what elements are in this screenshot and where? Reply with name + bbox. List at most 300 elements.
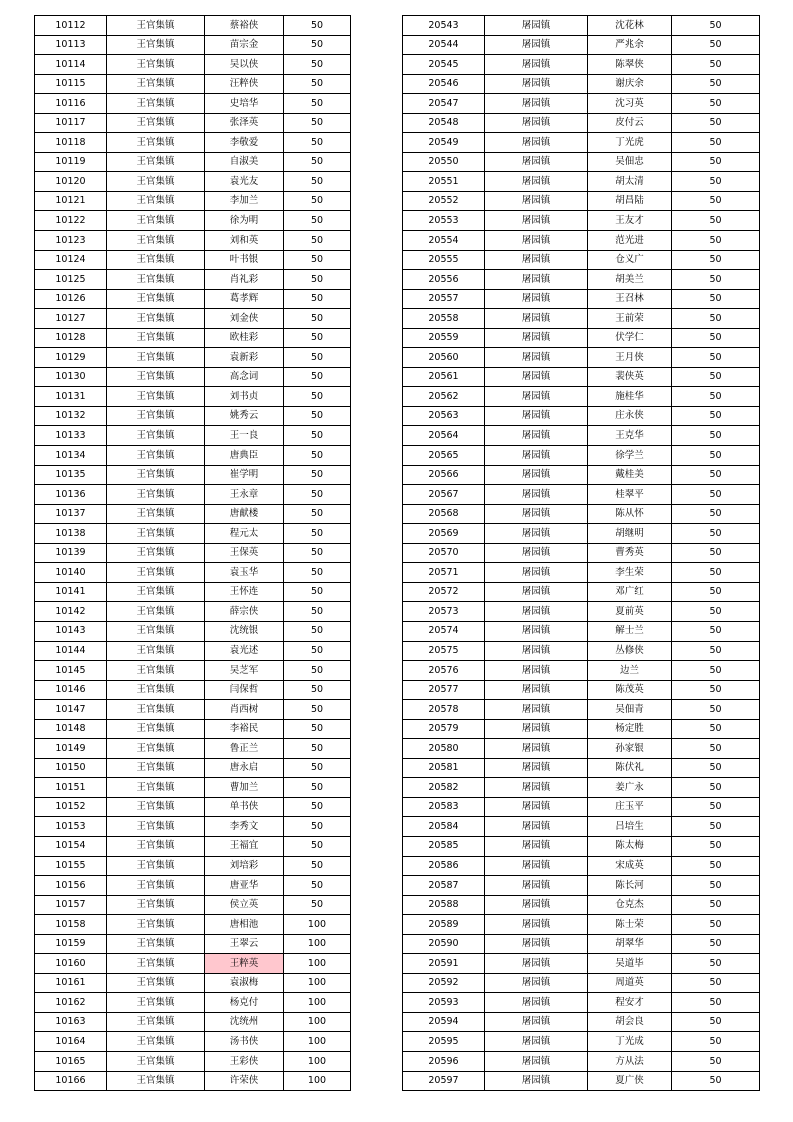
name-cell: 王召林	[588, 289, 672, 309]
name-cell: 吴道毕	[588, 954, 672, 974]
name-cell: 张泽英	[205, 113, 284, 133]
amount-cell: 50	[672, 35, 760, 55]
table-row	[35, 993, 351, 1013]
name-cell: 欧桂彩	[205, 328, 284, 348]
id-cell: 20595	[403, 1032, 485, 1052]
table-row	[403, 328, 760, 348]
town-cell: 屠园镇	[485, 328, 588, 348]
name-cell: 程安才	[588, 993, 672, 1013]
name-cell: 袁光述	[205, 641, 284, 661]
amount-cell: 100	[284, 1032, 351, 1052]
amount-cell: 50	[672, 309, 760, 329]
name-cell: 王怀连	[205, 582, 284, 602]
town-cell: 屠园镇	[485, 289, 588, 309]
name-cell: 方从法	[588, 1051, 672, 1071]
table-row	[403, 348, 760, 368]
id-cell: 10147	[35, 700, 107, 720]
table-row	[35, 719, 351, 739]
id-cell: 10145	[35, 661, 107, 681]
amount-cell: 50	[672, 55, 760, 75]
town-cell: 王官集镇	[107, 485, 205, 505]
table-row	[35, 270, 351, 290]
name-cell: 王月侠	[588, 348, 672, 368]
town-cell: 屠园镇	[485, 113, 588, 133]
amount-cell: 50	[672, 993, 760, 1013]
amount-cell: 50	[672, 387, 760, 407]
name-cell: 徐学兰	[588, 446, 672, 466]
town-cell: 王官集镇	[107, 74, 205, 94]
town-cell: 王官集镇	[107, 16, 205, 36]
town-cell: 屠园镇	[485, 74, 588, 94]
id-cell: 10140	[35, 563, 107, 583]
town-cell: 屠园镇	[485, 934, 588, 954]
town-cell: 王官集镇	[107, 934, 205, 954]
id-cell: 10135	[35, 465, 107, 485]
id-cell: 10153	[35, 817, 107, 837]
town-cell: 王官集镇	[107, 582, 205, 602]
name-cell: 吴佃忠	[588, 152, 672, 172]
table-row	[403, 465, 760, 485]
amount-cell: 50	[672, 524, 760, 544]
name-cell: 吴佃青	[588, 700, 672, 720]
table-row	[35, 700, 351, 720]
amount-cell: 50	[284, 250, 351, 270]
name-cell: 王永章	[205, 485, 284, 505]
id-cell: 10165	[35, 1051, 107, 1071]
town-cell: 王官集镇	[107, 113, 205, 133]
town-cell: 屠园镇	[485, 856, 588, 876]
town-cell: 屠园镇	[485, 543, 588, 563]
table-row	[35, 465, 351, 485]
table-row	[35, 602, 351, 622]
town-cell: 屠园镇	[485, 915, 588, 935]
id-cell: 10154	[35, 836, 107, 856]
name-cell: 胡继明	[588, 524, 672, 544]
table-row	[35, 563, 351, 583]
amount-cell: 50	[284, 94, 351, 114]
town-cell: 屠园镇	[485, 191, 588, 211]
table-row	[403, 700, 760, 720]
name-cell: 陈长河	[588, 876, 672, 896]
town-cell: 屠园镇	[485, 778, 588, 798]
id-cell: 10119	[35, 152, 107, 172]
id-cell: 20580	[403, 739, 485, 759]
table-row	[35, 152, 351, 172]
name-cell: 陈伏礼	[588, 758, 672, 778]
id-cell: 20544	[403, 35, 485, 55]
id-cell: 10124	[35, 250, 107, 270]
amount-cell: 50	[284, 876, 351, 896]
town-cell: 王官集镇	[107, 661, 205, 681]
id-cell: 20585	[403, 836, 485, 856]
name-cell: 汪粹侠	[205, 74, 284, 94]
id-cell: 20561	[403, 367, 485, 387]
town-cell: 王官集镇	[107, 739, 205, 759]
town-cell: 王官集镇	[107, 602, 205, 622]
id-cell: 20591	[403, 954, 485, 974]
name-cell: 吴以侠	[205, 55, 284, 75]
id-cell: 20572	[403, 582, 485, 602]
id-cell: 10158	[35, 915, 107, 935]
table-row	[403, 602, 760, 622]
id-cell: 10155	[35, 856, 107, 876]
table-row	[35, 348, 351, 368]
amount-cell: 50	[672, 504, 760, 524]
town-cell: 王官集镇	[107, 524, 205, 544]
table-row	[35, 328, 351, 348]
name-cell: 沈统银	[205, 621, 284, 641]
name-cell: 徐为明	[205, 211, 284, 231]
name-cell: 肖西树	[205, 700, 284, 720]
id-cell: 20579	[403, 719, 485, 739]
id-cell: 20571	[403, 563, 485, 583]
id-cell: 20594	[403, 1012, 485, 1032]
name-cell: 丁光虎	[588, 133, 672, 153]
town-cell: 屠园镇	[485, 211, 588, 231]
amount-cell: 50	[284, 700, 351, 720]
town-cell: 王官集镇	[107, 993, 205, 1013]
amount-cell: 50	[672, 465, 760, 485]
table-row	[403, 1071, 760, 1091]
town-cell: 王官集镇	[107, 191, 205, 211]
table-row	[35, 876, 351, 896]
name-cell: 葛孝辉	[205, 289, 284, 309]
id-cell: 10134	[35, 446, 107, 466]
amount-cell: 50	[284, 348, 351, 368]
town-cell: 王官集镇	[107, 1051, 205, 1071]
amount-cell: 50	[672, 113, 760, 133]
id-cell: 20597	[403, 1071, 485, 1091]
town-cell: 王官集镇	[107, 250, 205, 270]
amount-cell: 50	[284, 367, 351, 387]
town-cell: 王官集镇	[107, 700, 205, 720]
amount-cell: 50	[672, 797, 760, 817]
amount-cell: 50	[672, 1012, 760, 1032]
table-row	[403, 758, 760, 778]
town-cell: 王官集镇	[107, 172, 205, 192]
id-cell: 10123	[35, 231, 107, 251]
id-cell: 20587	[403, 876, 485, 896]
town-cell: 王官集镇	[107, 563, 205, 583]
table-row	[403, 406, 760, 426]
id-cell: 10136	[35, 485, 107, 505]
table-row	[403, 16, 760, 36]
name-cell: 王福宜	[205, 836, 284, 856]
town-cell: 屠园镇	[485, 35, 588, 55]
name-cell: 桂翠平	[588, 485, 672, 505]
name-cell: 沈统州	[205, 1012, 284, 1032]
id-cell: 10127	[35, 309, 107, 329]
amount-cell: 50	[672, 250, 760, 270]
amount-cell: 50	[672, 152, 760, 172]
town-cell: 屠园镇	[485, 16, 588, 36]
amount-cell: 100	[284, 1012, 351, 1032]
id-cell: 20548	[403, 113, 485, 133]
name-cell: 王克华	[588, 426, 672, 446]
name-cell: 杨定胜	[588, 719, 672, 739]
amount-cell: 50	[672, 74, 760, 94]
name-cell: 唐永启	[205, 758, 284, 778]
id-cell: 20578	[403, 700, 485, 720]
id-cell: 10148	[35, 719, 107, 739]
name-cell: 王一良	[205, 426, 284, 446]
amount-cell: 50	[672, 934, 760, 954]
name-cell: 刘培彩	[205, 856, 284, 876]
name-cell: 陈士荣	[588, 915, 672, 935]
amount-cell: 50	[284, 641, 351, 661]
table-row	[35, 74, 351, 94]
name-cell: 沈花林	[588, 16, 672, 36]
town-cell: 屠园镇	[485, 1071, 588, 1091]
town-cell: 屠园镇	[485, 719, 588, 739]
table-row	[403, 680, 760, 700]
amount-cell: 50	[284, 797, 351, 817]
id-cell: 10113	[35, 35, 107, 55]
id-cell: 10150	[35, 758, 107, 778]
id-cell: 10163	[35, 1012, 107, 1032]
town-cell: 屠园镇	[485, 876, 588, 896]
table-row	[35, 836, 351, 856]
name-cell: 刘书贞	[205, 387, 284, 407]
roster-table-left	[34, 15, 351, 1091]
id-cell: 10139	[35, 543, 107, 563]
town-cell: 屠园镇	[485, 817, 588, 837]
name-cell: 谢庆余	[588, 74, 672, 94]
amount-cell: 50	[284, 602, 351, 622]
amount-cell: 50	[672, 270, 760, 290]
table-row	[403, 250, 760, 270]
table-row	[35, 582, 351, 602]
id-cell: 20552	[403, 191, 485, 211]
amount-cell: 50	[672, 94, 760, 114]
town-cell: 王官集镇	[107, 836, 205, 856]
name-cell: 侯立英	[205, 895, 284, 915]
table-row	[35, 817, 351, 837]
table-row	[403, 35, 760, 55]
amount-cell: 50	[284, 231, 351, 251]
table-row	[403, 856, 760, 876]
amount-cell: 50	[672, 602, 760, 622]
table-row	[35, 250, 351, 270]
id-cell: 20554	[403, 231, 485, 251]
town-cell: 屠园镇	[485, 485, 588, 505]
table-row	[403, 485, 760, 505]
name-cell: 皮付云	[588, 113, 672, 133]
name-cell: 王友才	[588, 211, 672, 231]
table-row	[403, 739, 760, 759]
amount-cell: 50	[284, 74, 351, 94]
id-cell: 20559	[403, 328, 485, 348]
amount-cell: 50	[672, 367, 760, 387]
id-cell: 10164	[35, 1032, 107, 1052]
town-cell: 屠园镇	[485, 680, 588, 700]
id-cell: 10118	[35, 133, 107, 153]
name-cell: 李秀文	[205, 817, 284, 837]
table-row	[35, 778, 351, 798]
table-row	[35, 973, 351, 993]
amount-cell: 50	[672, 172, 760, 192]
name-cell: 丁光成	[588, 1032, 672, 1052]
table-row	[403, 836, 760, 856]
id-cell: 10116	[35, 94, 107, 114]
id-cell: 20565	[403, 446, 485, 466]
name-cell: 庄玉平	[588, 797, 672, 817]
id-cell: 20576	[403, 661, 485, 681]
id-cell: 10141	[35, 582, 107, 602]
amount-cell: 50	[284, 270, 351, 290]
town-cell: 王官集镇	[107, 387, 205, 407]
name-cell: 王保英	[205, 543, 284, 563]
amount-cell: 50	[284, 35, 351, 55]
id-cell: 20564	[403, 426, 485, 446]
name-cell: 自淑美	[205, 152, 284, 172]
id-cell: 20549	[403, 133, 485, 153]
table-row	[35, 934, 351, 954]
amount-cell: 50	[284, 309, 351, 329]
table-row	[403, 1032, 760, 1052]
id-cell: 10149	[35, 739, 107, 759]
table-row	[403, 270, 760, 290]
name-cell: 袁淑梅	[205, 973, 284, 993]
town-cell: 王官集镇	[107, 797, 205, 817]
table-row	[35, 621, 351, 641]
id-cell: 20590	[403, 934, 485, 954]
id-cell: 10157	[35, 895, 107, 915]
table-row	[35, 211, 351, 231]
table-row	[403, 172, 760, 192]
amount-cell: 50	[672, 1071, 760, 1091]
table-row	[35, 856, 351, 876]
amount-cell: 100	[284, 1051, 351, 1071]
table-row	[35, 1032, 351, 1052]
table-row	[35, 35, 351, 55]
town-cell: 王官集镇	[107, 231, 205, 251]
name-cell: 许荣侠	[205, 1071, 284, 1091]
id-cell: 10166	[35, 1071, 107, 1091]
table-row	[35, 172, 351, 192]
amount-cell: 50	[672, 485, 760, 505]
amount-cell: 50	[672, 915, 760, 935]
roster-table-right	[402, 15, 760, 1091]
table-row	[403, 94, 760, 114]
id-cell: 20581	[403, 758, 485, 778]
town-cell: 王官集镇	[107, 778, 205, 798]
table-row	[35, 367, 351, 387]
name-cell: 施桂华	[588, 387, 672, 407]
town-cell: 王官集镇	[107, 915, 205, 935]
amount-cell: 50	[672, 641, 760, 661]
name-cell: 周道英	[588, 973, 672, 993]
name-cell: 夏前英	[588, 602, 672, 622]
amount-cell: 50	[672, 582, 760, 602]
table-row	[35, 446, 351, 466]
town-cell: 王官集镇	[107, 758, 205, 778]
table-row	[35, 661, 351, 681]
name-cell: 仓义广	[588, 250, 672, 270]
amount-cell: 100	[284, 1071, 351, 1091]
amount-cell: 50	[672, 563, 760, 583]
name-cell: 蔡裕侠	[205, 16, 284, 36]
town-cell: 屠园镇	[485, 367, 588, 387]
amount-cell: 50	[672, 426, 760, 446]
name-cell: 袁光友	[205, 172, 284, 192]
amount-cell: 50	[284, 524, 351, 544]
town-cell: 王官集镇	[107, 954, 205, 974]
name-cell: 沈习英	[588, 94, 672, 114]
amount-cell: 50	[284, 543, 351, 563]
table-row	[35, 1051, 351, 1071]
table-row	[35, 758, 351, 778]
town-cell: 屠园镇	[485, 94, 588, 114]
table-row	[35, 387, 351, 407]
name-cell: 陈茂英	[588, 680, 672, 700]
town-cell: 王官集镇	[107, 152, 205, 172]
town-cell: 屠园镇	[485, 621, 588, 641]
name-cell: 胡昌陆	[588, 191, 672, 211]
amount-cell: 50	[284, 152, 351, 172]
town-cell: 王官集镇	[107, 446, 205, 466]
town-cell: 王官集镇	[107, 211, 205, 231]
amount-cell: 50	[284, 485, 351, 505]
table-row	[35, 485, 351, 505]
name-cell: 高念词	[205, 367, 284, 387]
name-cell: 苗宗金	[205, 35, 284, 55]
id-cell: 10137	[35, 504, 107, 524]
amount-cell: 50	[672, 661, 760, 681]
name-cell: 王翠云	[205, 934, 284, 954]
name-cell: 伏学仁	[588, 328, 672, 348]
town-cell: 屠园镇	[485, 582, 588, 602]
town-cell: 屠园镇	[485, 1012, 588, 1032]
name-cell: 王粹英	[205, 954, 284, 974]
town-cell: 屠园镇	[485, 55, 588, 75]
id-cell: 10151	[35, 778, 107, 798]
name-cell: 邓广红	[588, 582, 672, 602]
table-row	[35, 309, 351, 329]
town-cell: 屠园镇	[485, 387, 588, 407]
amount-cell: 50	[672, 836, 760, 856]
id-cell: 10128	[35, 328, 107, 348]
table-row	[403, 582, 760, 602]
name-cell: 李敬爱	[205, 133, 284, 153]
name-cell: 姚秀云	[205, 406, 284, 426]
table-row	[403, 778, 760, 798]
amount-cell: 50	[672, 680, 760, 700]
name-cell: 袁新彩	[205, 348, 284, 368]
roster-table-left-body	[35, 16, 351, 1091]
amount-cell: 50	[672, 758, 760, 778]
id-cell: 10132	[35, 406, 107, 426]
id-cell: 20550	[403, 152, 485, 172]
id-cell: 10161	[35, 973, 107, 993]
table-row	[403, 641, 760, 661]
table-row	[403, 231, 760, 251]
table-row	[403, 661, 760, 681]
name-cell: 刘和英	[205, 231, 284, 251]
town-cell: 王官集镇	[107, 55, 205, 75]
name-cell: 薛宗侠	[205, 602, 284, 622]
id-cell: 10142	[35, 602, 107, 622]
town-cell: 王官集镇	[107, 328, 205, 348]
town-cell: 屠园镇	[485, 661, 588, 681]
name-cell: 单书侠	[205, 797, 284, 817]
table-row	[403, 524, 760, 544]
amount-cell: 50	[284, 758, 351, 778]
table-row	[35, 1071, 351, 1091]
amount-cell: 50	[672, 446, 760, 466]
amount-cell: 50	[284, 328, 351, 348]
table-row	[35, 543, 351, 563]
